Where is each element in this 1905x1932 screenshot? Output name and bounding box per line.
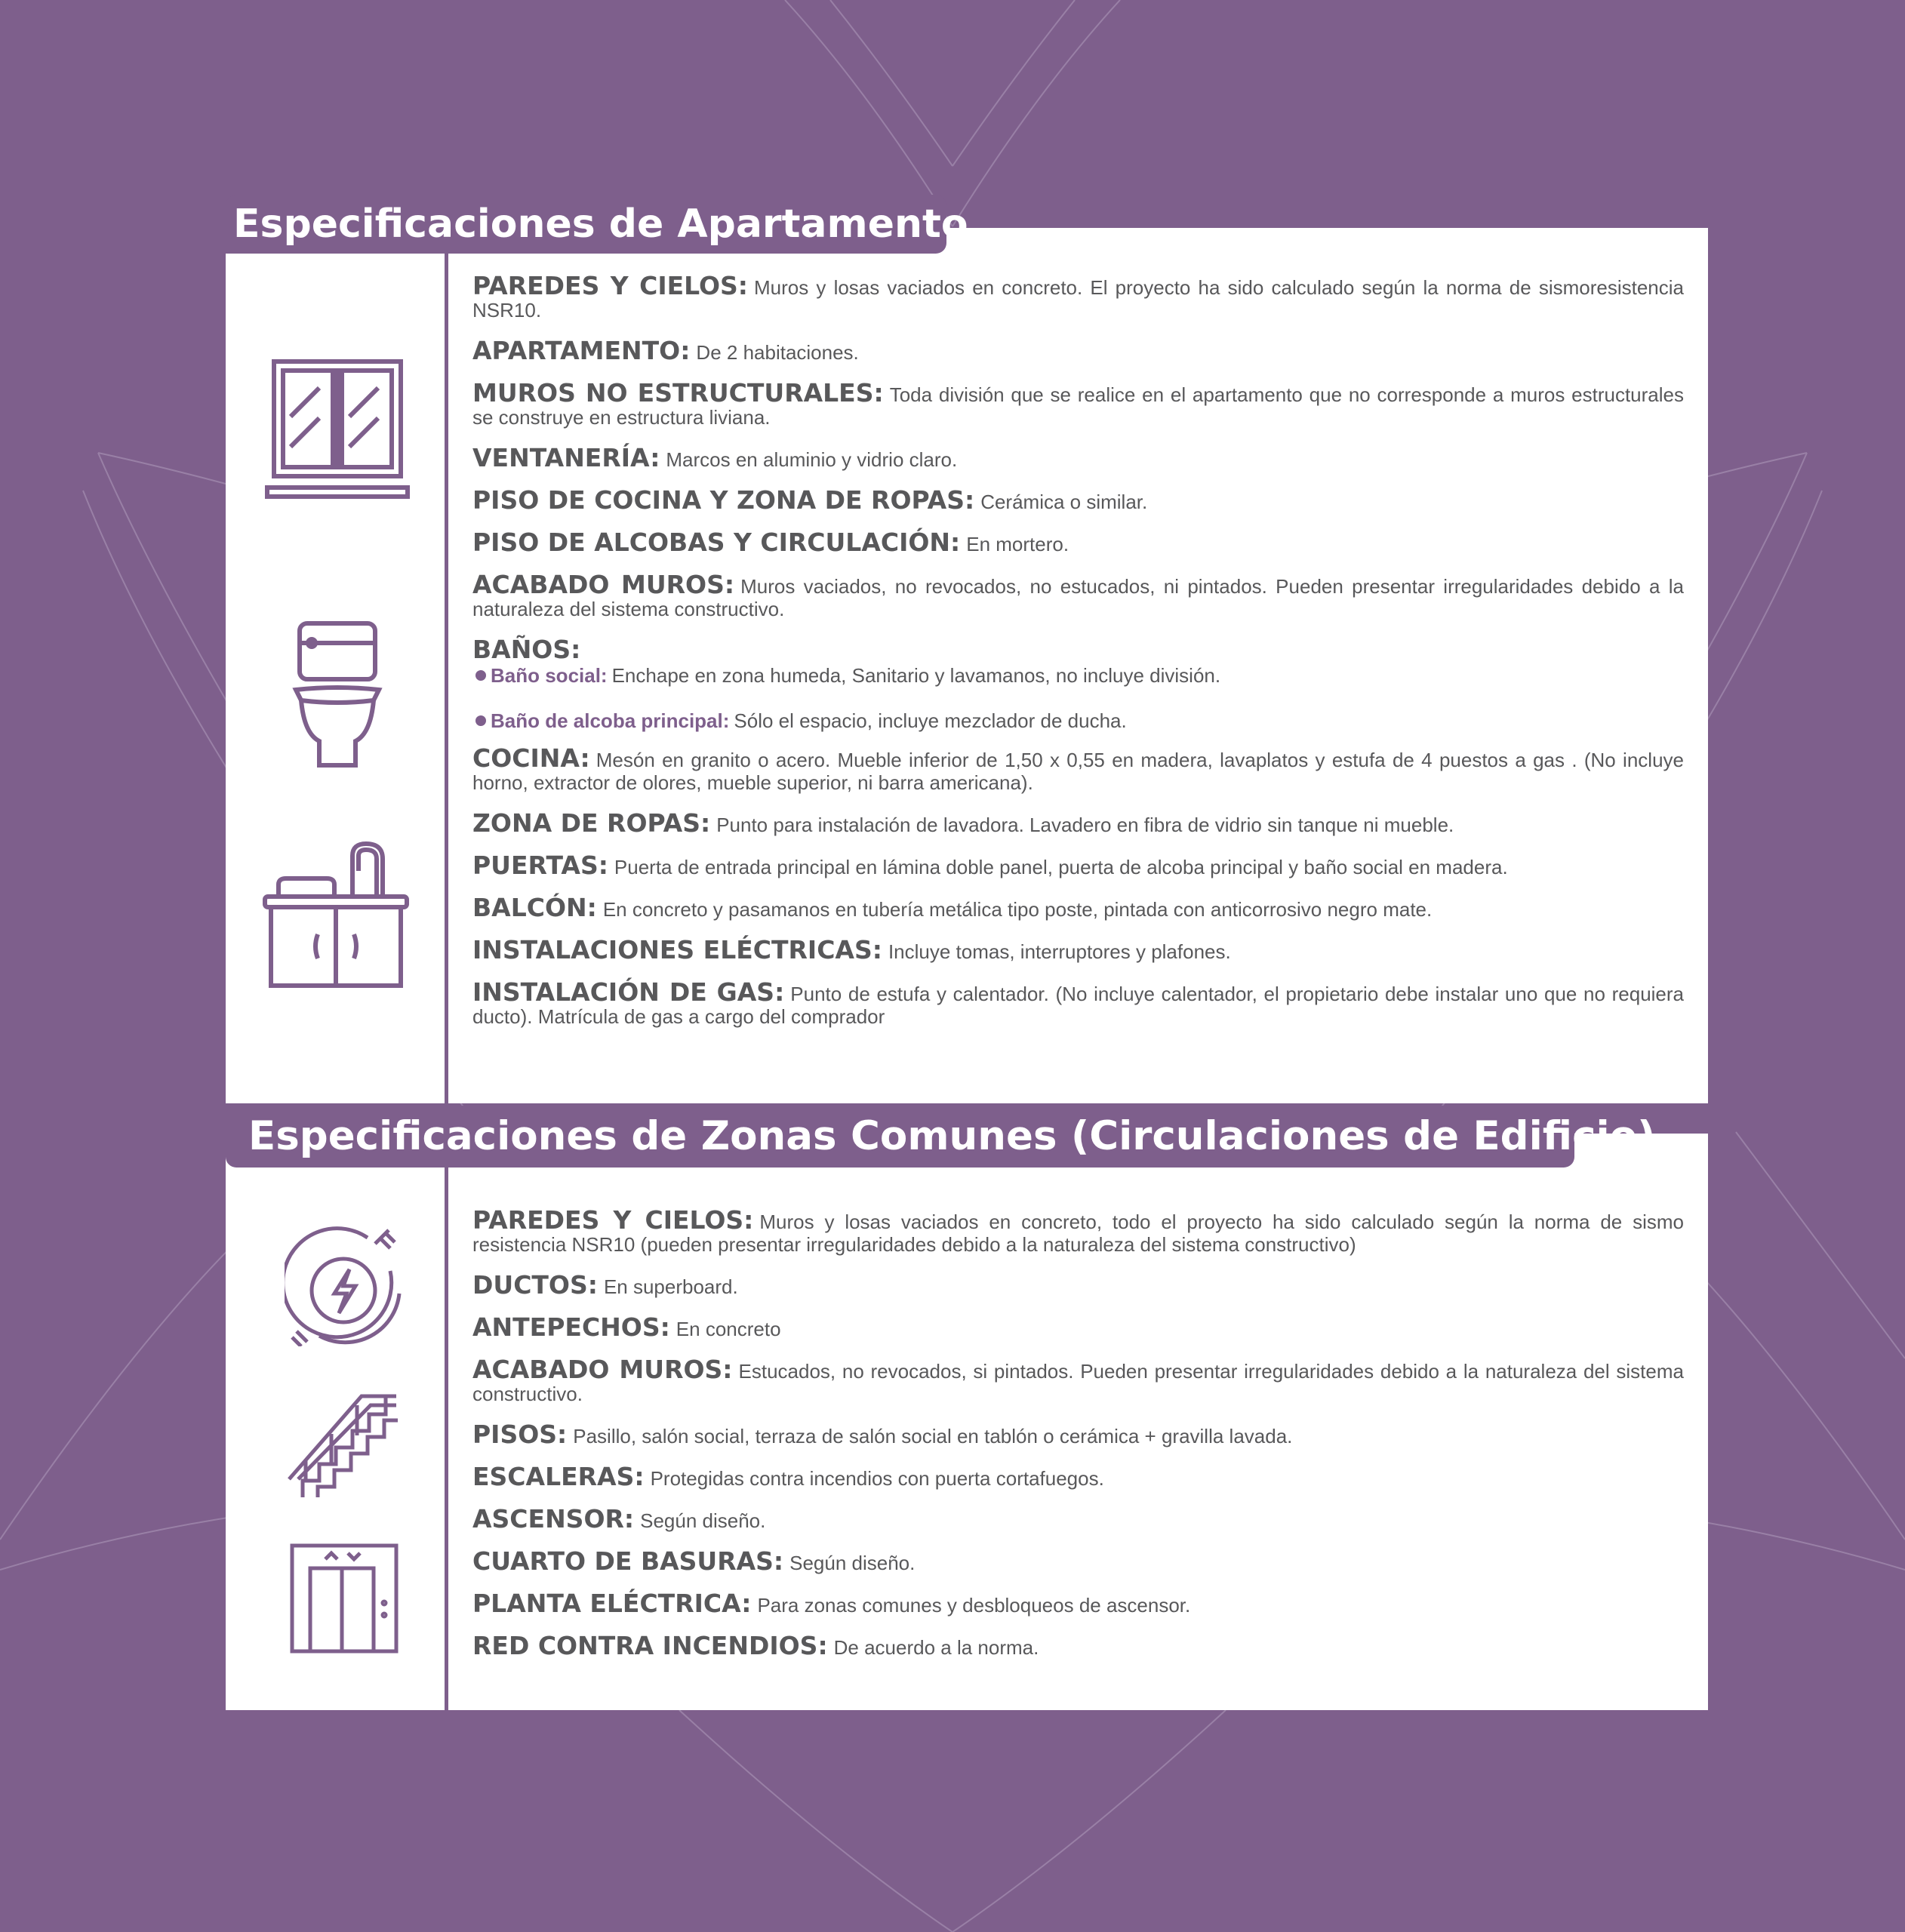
spec-label: BALCÓN: xyxy=(472,893,597,922)
spec-text: Protegidas contra incendios con puerta cortafuegos. xyxy=(650,1467,1104,1490)
spec-item xyxy=(472,893,1684,922)
spec-text: Pasillo, salón social, terraza de salón social en tablón o cerámica + gravilla lavada. xyxy=(573,1425,1293,1447)
spec-text: Según diseño. xyxy=(640,1509,766,1532)
spec-item xyxy=(472,528,1684,557)
spec-item xyxy=(472,635,1684,732)
spec-text: Cerámica o similar. xyxy=(980,491,1148,513)
divider-line xyxy=(445,251,448,1103)
spec-label: CUARTO DE BASURAS: xyxy=(472,1546,784,1576)
spec-item xyxy=(472,1589,1684,1618)
spec-item xyxy=(472,1355,1684,1405)
spec-label: ESCALERAS: xyxy=(472,1462,645,1491)
common-areas-section-title: Especificaciones de Zonas Comunes (Circulaciones de Edificio) xyxy=(226,1106,1574,1168)
spec-item xyxy=(472,851,1684,880)
spec-item xyxy=(472,743,1684,794)
spec-item xyxy=(472,443,1684,472)
spec-label: ZONA DE ROPAS: xyxy=(472,808,711,838)
spec-label: PISO DE ALCOBAS Y CIRCULACIÓN: xyxy=(472,528,961,557)
spec-text: De acuerdo a la norma. xyxy=(833,1636,1039,1659)
spec-text: Marcos en aluminio y vidrio claro. xyxy=(666,448,958,471)
spec-item xyxy=(472,977,1685,1028)
spec-label: INSTALACIÓN DE GAS: xyxy=(472,977,785,1007)
spec-item xyxy=(472,485,1684,515)
toilet-icon xyxy=(292,620,383,768)
apartment-specs-card xyxy=(226,228,1708,1103)
spec-item xyxy=(472,570,1684,620)
spec-sub-text: Enchape en zona humeda, Sanitario y lavamanos, no incluye división. xyxy=(611,664,1221,687)
spec-label: ACABADO MUROS: xyxy=(472,1355,733,1384)
spec-item xyxy=(472,808,1684,838)
spec-text: En concreto y pasamanos en tubería metálica tipo poste, pintada con anticorrosivo negro mate. xyxy=(602,898,1433,921)
spec-text: Mesón en granito o acero. Mueble inferior de 1,50 x 0,55 en madera, lavaplatos y estufa de 4 puestos a gas . (No incluye horno, extractor de olores, mueble superior, ni barra americana). xyxy=(472,749,1684,794)
spec-text: Muros y losas vaciados en concreto. El proyecto ha sido calculado según la norma de sismoresistencia NSR10. xyxy=(472,276,1684,321)
spec-label: INSTALACIONES ELÉCTRICAS: xyxy=(472,935,882,964)
divider-line xyxy=(445,1164,448,1710)
spec-text: Puerta de entrada principal en lámina doble panel, puerta de alcoba principal y baño social en madera. xyxy=(614,856,1508,878)
spec-text: Incluye tomas, interruptores y plafones. xyxy=(888,940,1231,963)
spec-item xyxy=(472,935,1684,964)
spec-label: DUCTOS: xyxy=(472,1270,598,1300)
spec-item xyxy=(472,336,1684,365)
spec-sub-label: Baño social: xyxy=(491,664,608,687)
spec-label: PAREDES Y CIELOS: xyxy=(472,1205,754,1235)
spec-label: ACABADO MUROS: xyxy=(472,570,735,599)
window-icon xyxy=(265,358,410,506)
elevator-icon xyxy=(289,1543,399,1654)
electric-plug-icon xyxy=(285,1226,402,1346)
spec-label: APARTAMENTO: xyxy=(472,336,691,365)
spec-text: Punto de estufa y calentador. (No incluye calentador, el propietario debe instalar uno que no requiera ducto). Matrícula de gas a cargo del comprador xyxy=(472,983,1685,1028)
spec-label: RED CONTRA INCENDIOS: xyxy=(472,1631,828,1660)
spec-text: De 2 habitaciones. xyxy=(696,341,859,364)
spec-text: Muros vaciados, no revocados, no estucados, ni pintados. Pueden presentar irregularidades debido a la naturaleza del sistema constructivo. xyxy=(472,575,1684,620)
spec-label: PUERTAS: xyxy=(472,851,608,880)
kitchen-sink-icon xyxy=(262,841,410,990)
spec-text: Estucados, no revocados, si pintados. Pueden presentar irregularidades debido a la naturaleza del sistema constructivo. xyxy=(472,1360,1684,1405)
spec-label: PLANTA ELÉCTRICA: xyxy=(472,1589,752,1618)
spec-item xyxy=(472,271,1684,321)
spec-label: PAREDES Y CIELOS: xyxy=(472,271,749,300)
spec-text: Según diseño. xyxy=(789,1552,916,1574)
spec-label: ASCENSOR: xyxy=(472,1504,635,1534)
apartment-spec-list xyxy=(472,271,1685,1046)
spec-label: ANTEPECHOS: xyxy=(472,1312,670,1342)
spec-label: BAÑOS: xyxy=(472,635,581,664)
common-areas-specs-card xyxy=(226,1134,1708,1710)
spec-label: PISOS: xyxy=(472,1420,568,1449)
spec-text: En mortero. xyxy=(966,533,1069,555)
spec-item xyxy=(472,1312,1684,1342)
spec-text: Punto para instalación de lavadora. Lavadero en fibra de vidrio sin tanque ni mueble. xyxy=(716,814,1454,836)
spec-text: En concreto xyxy=(676,1318,781,1340)
spec-item xyxy=(472,1631,1684,1660)
spec-item xyxy=(472,1205,1684,1256)
spec-text: En superboard. xyxy=(603,1275,738,1298)
spec-item xyxy=(472,378,1684,429)
spec-item xyxy=(472,1546,1684,1576)
spec-sub-item xyxy=(472,664,1684,687)
bullet-icon xyxy=(475,715,486,726)
spec-label: COCINA: xyxy=(472,743,590,773)
spec-label: MUROS NO ESTRUCTURALES: xyxy=(472,378,884,408)
spec-item xyxy=(472,1420,1684,1449)
apartment-section-title: Especificaciones de Apartamento xyxy=(226,195,946,254)
bullet-icon xyxy=(475,670,486,681)
spec-item xyxy=(472,1270,1684,1300)
spec-sub-item xyxy=(472,709,1684,732)
spec-sub-text: Sólo el espacio, incluye mezclador de ducha. xyxy=(734,709,1127,732)
spec-label: PISO DE COCINA Y ZONA DE ROPAS: xyxy=(472,485,975,515)
spec-item xyxy=(472,1504,1684,1534)
spec-text: Muros y losas vaciados en concreto, todo el proyecto ha sido calculado según la norma de sismo resistencia NSR10 (pueden presentar irregularidades debido a la naturaleza del sistema constructivo) xyxy=(472,1211,1684,1256)
spec-item xyxy=(472,1462,1684,1491)
spec-text: Para zonas comunes y desbloqueos de ascensor. xyxy=(757,1594,1191,1617)
stairs-icon xyxy=(286,1389,399,1502)
common-areas-spec-list xyxy=(472,1205,1684,1677)
spec-sub-label: Baño de alcoba principal: xyxy=(491,709,730,732)
spec-text: Toda división que se realice en el apartamento que no corresponde a muros estructurales se construye en estructura liviana. xyxy=(472,383,1684,429)
spec-label: VENTANERÍA: xyxy=(472,443,660,472)
